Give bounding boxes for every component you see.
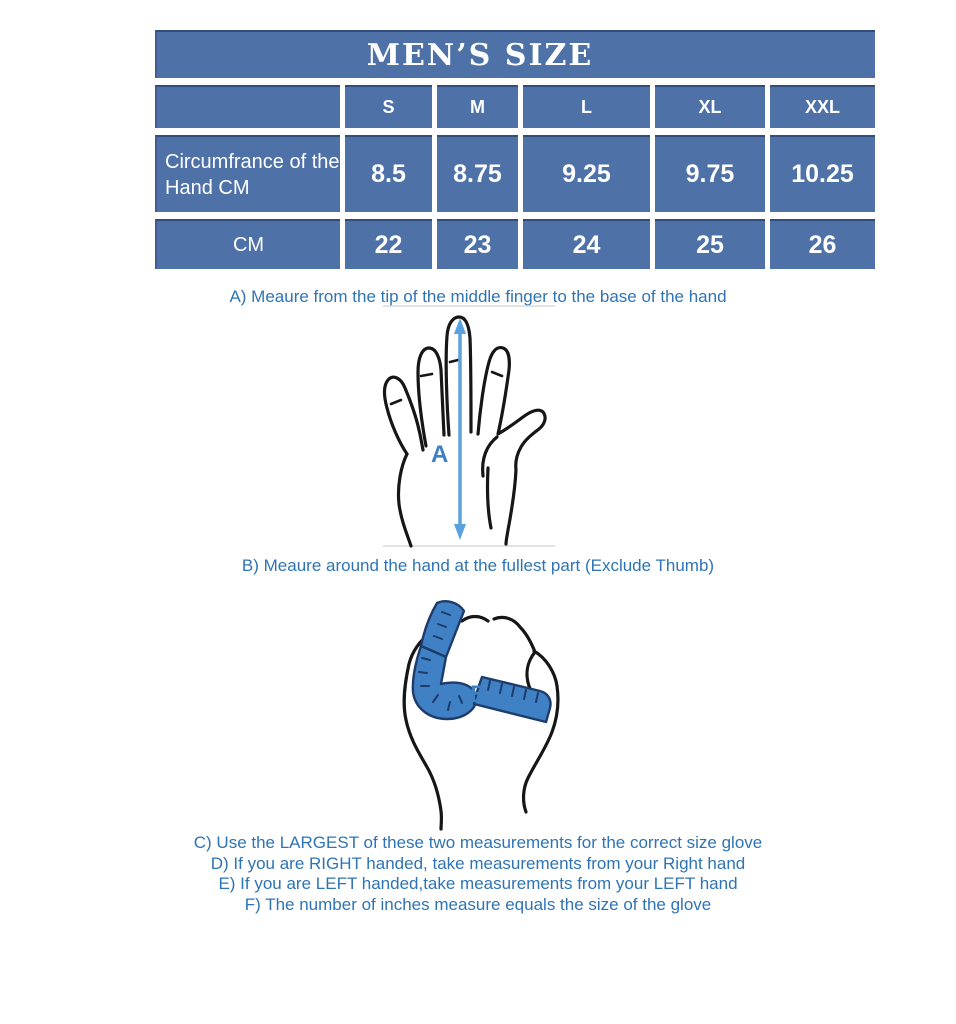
size-col-s: S	[345, 85, 432, 128]
pinky-crease	[391, 400, 401, 404]
ring-finger-outline	[418, 348, 444, 446]
instruction-e: E) If you are LEFT handed,take measurements from your LEFT hand	[218, 874, 738, 894]
instruction-d: D) If you are RIGHT handed, take measurements from your Right hand	[210, 853, 746, 873]
instruction-f: F) The number of inches measure equals the size of the glove	[244, 894, 712, 914]
row-label-cm: CM	[155, 219, 340, 269]
circumference-value-m: 8.75	[437, 135, 518, 212]
mens-size-table	[155, 30, 875, 269]
open-hand-icon	[355, 304, 585, 548]
fist-with-tape-icon	[388, 590, 593, 835]
thumb-web-line	[483, 437, 497, 476]
size-col-xl: XL	[655, 85, 765, 128]
cm-value-xl: 25	[655, 219, 765, 269]
instruction-c: C) Use the LARGEST of these two measurements for the correct size glove	[193, 833, 763, 852]
cm-value-m: 23	[437, 219, 518, 269]
circumference-value-l: 9.25	[523, 135, 650, 212]
fist-right-outline	[524, 651, 558, 812]
tape-measure-fold	[413, 646, 476, 719]
figure-b-label: B	[470, 681, 488, 708]
cm-value-xxl: 26	[770, 219, 875, 269]
hand-length-illustration	[355, 304, 585, 548]
size-col-l: L	[523, 85, 650, 128]
index-crease	[492, 372, 502, 376]
ring-crease	[421, 374, 432, 376]
size-col-xxl: XXL	[770, 85, 875, 128]
cm-value-s: 22	[345, 219, 432, 269]
palm-inner-line	[487, 468, 491, 528]
table-title-text: MEN’S SIZE	[366, 37, 594, 73]
knuckle-bump-3	[494, 617, 535, 652]
hand-circumference-illustration	[388, 590, 593, 835]
instruction-b: B) Meaure around the hand at the fullest part (Exclude Thumb)	[241, 556, 715, 575]
size-col-m: M	[437, 85, 518, 128]
palm-left-outline	[398, 454, 411, 546]
cm-value-l: 24	[523, 219, 650, 269]
corner-empty-cell	[155, 85, 340, 128]
instruction-a: A) Meaure from the tip of the middle finger to the base of the hand	[229, 287, 727, 306]
circumference-value-xl: 9.75	[655, 135, 765, 212]
knuckle-bump-2	[462, 617, 488, 622]
instruction-block	[0, 833, 956, 915]
measure-arrow-head-bottom	[454, 524, 466, 540]
figure-a-label: A	[431, 441, 449, 468]
row-label-circumference: Circumfrance of the Hand CM	[155, 135, 340, 212]
middle-crease	[450, 360, 458, 362]
table-title	[155, 30, 875, 78]
circumference-value-s: 8.5	[345, 135, 432, 212]
circumference-value-xxl: 10.25	[770, 135, 875, 212]
